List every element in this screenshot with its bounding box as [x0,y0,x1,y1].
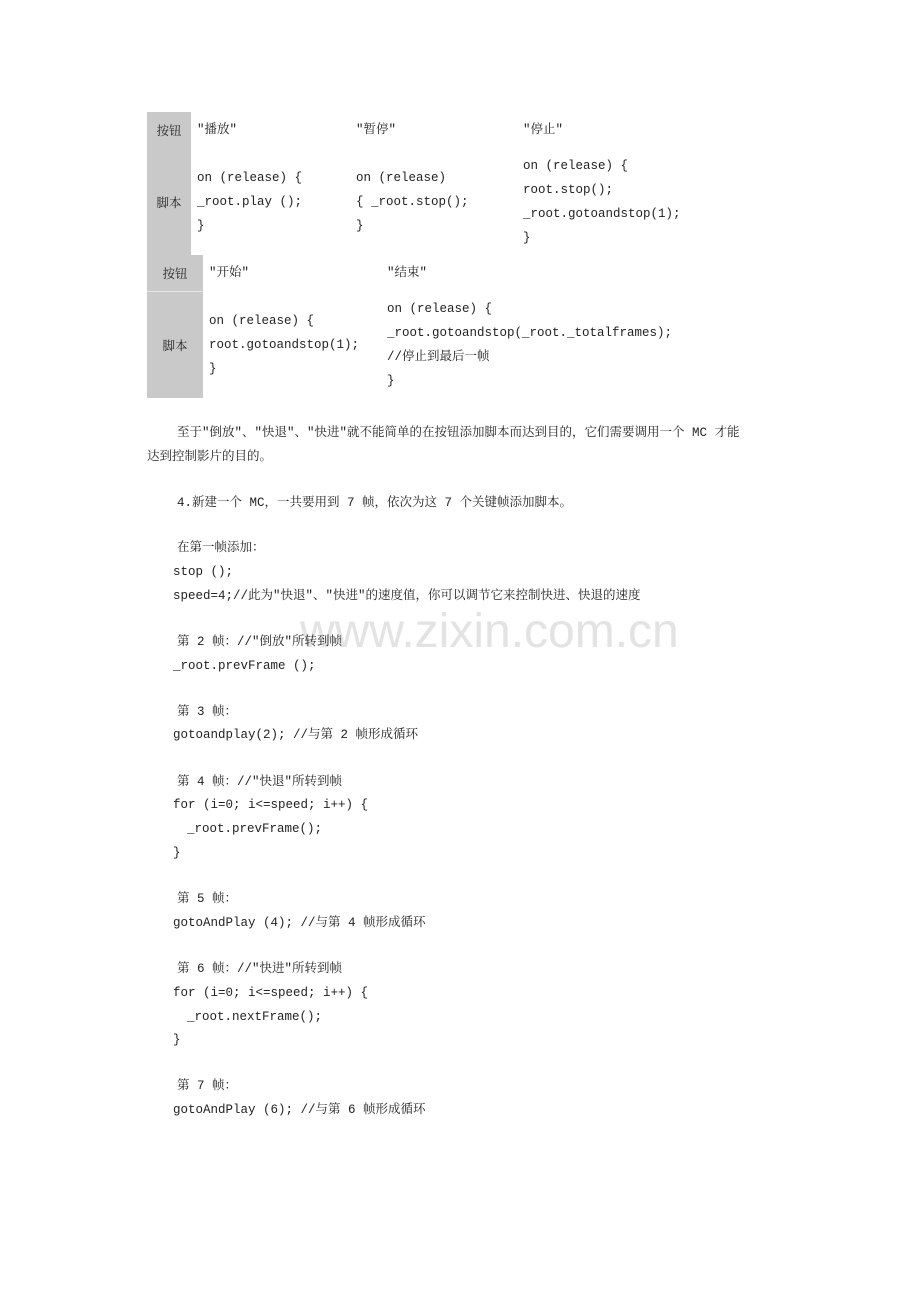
code-line: _root.play (); [197,194,303,209]
frame-heading: 第 2 帧：//"倒放"所转到帧 [177,634,343,649]
code-line: for (i=0; i<=speed; i++) { [173,798,369,813]
frame-scripts [173,537,641,1145]
step-heading: 4.新建一个 MC，一共要用到 7 帧，依次为这 7 个关键帧添加脚本。 [177,496,573,510]
frame-heading: 第 5 帧： [177,892,238,907]
frame-block [173,537,641,608]
code-line: //停止到最后一帧 [387,349,490,364]
frame-block [173,1075,641,1123]
watermark: www.zixin.com.cn [300,605,679,658]
code-line: on (release) { [209,313,315,328]
code-line: _root.gotoandstop(_root._totalframes); [387,325,673,340]
code-line: } [387,373,395,388]
code-line: gotoAndPlay (4); //与第 4 帧形成循环 [173,915,426,930]
row-label-button: 按钮 [147,255,203,291]
code-line: on (release) { [387,301,493,316]
frame-heading: 在第一帧添加： [177,541,265,556]
script-end [381,291,711,398]
script-pause [350,148,517,255]
script-start [203,291,381,398]
script-stop [517,148,737,255]
row-label-button: 按钮 [147,112,191,148]
frame-block [173,888,641,936]
code-line: { _root.stop(); [356,194,469,209]
code-line: speed=4;//此为"快退"、"快进"的速度值，你可以调节它来控制快进、快退的速度 [173,588,641,603]
frame-block [173,958,641,1053]
code-line: for (i=0; i<=speed; i++) { [173,985,369,1000]
code-line: _root.gotoandstop(1); [523,206,681,221]
frame-block [173,771,641,866]
code-line: root.stop(); [523,182,614,197]
code-line: root.gotoandstop(1); [209,337,360,352]
button-name-pause: "暂停" [356,123,397,137]
script-play [191,148,350,255]
code-line: _root.prevFrame (); [173,658,316,673]
code-line: } [523,230,531,245]
paragraph-line: 至于"倒放"、"快退"、"快进"就不能简单的在按钮添加脚本而达到目的，它们需要调用一个 MC 才能 [177,426,740,440]
paragraph-line: 达到控制影片的目的。 [147,450,273,464]
frame-block [173,631,641,679]
code-line: _root.nextFrame(); [187,1009,323,1024]
button-name-end: "结束" [387,266,428,280]
code-line: gotoAndPlay (6); //与第 6 帧形成循环 [173,1103,426,1118]
button-name-stop: "停止" [523,123,564,137]
code-line: _root.prevFrame(); [187,822,323,837]
frame-heading: 第 6 帧：//"快进"所转到帧 [177,961,343,976]
frame-heading: 第 3 帧： [177,704,238,719]
frame-heading: 第 7 帧： [177,1079,238,1094]
row-label-script: 脚本 [147,148,191,255]
code-line: stop (); [173,564,234,579]
code-line: } [209,361,217,376]
code-line: on (release) { [523,158,629,173]
frame-block [173,701,641,749]
code-line: on (release) { [197,170,303,185]
button-name-play: "播放" [197,123,238,137]
code-line: gotoandplay(2); //与第 2 帧形成循环 [173,728,419,743]
code-line: } [173,845,181,860]
row-label-script: 脚本 [147,291,203,398]
button-script-table-1 [147,112,737,255]
code-line: } [356,218,364,233]
button-name-start: "开始" [209,266,250,280]
frame-heading: 第 4 帧：//"快退"所转到帧 [177,774,343,789]
button-script-table-2 [147,255,711,398]
code-line: } [173,1033,181,1048]
code-line: on (release) [356,170,447,185]
code-line: } [197,218,205,233]
